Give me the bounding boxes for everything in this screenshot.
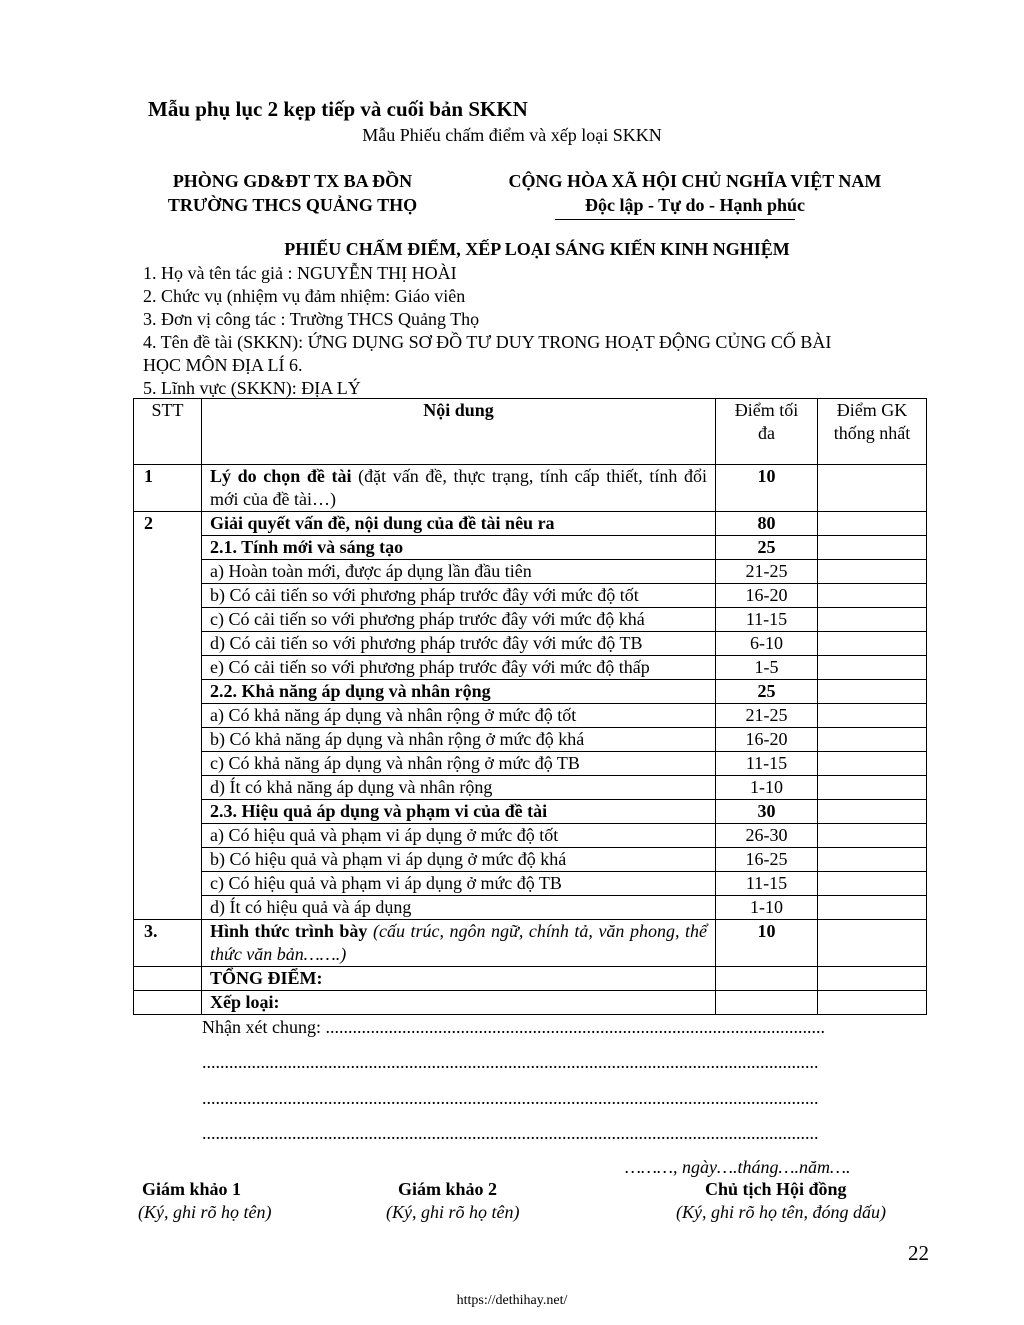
row-max: 21-25 xyxy=(716,704,818,728)
table-row xyxy=(134,512,927,536)
row-content: a) Có khả năng áp dụng và nhân rộng ở mức độ tốt xyxy=(202,704,716,728)
row-max: 30 xyxy=(716,800,818,824)
footer-url[interactable]: https://dethihay.net/ xyxy=(456,1293,568,1308)
chair-title: Chủ tịch Hội đồng xyxy=(705,1179,847,1199)
table-row xyxy=(134,848,927,872)
chair-note: (Ký, ghi rõ họ tên, đóng dấu) xyxy=(676,1202,886,1222)
table-row xyxy=(134,872,927,896)
table-row xyxy=(134,680,927,704)
row-max: 11-15 xyxy=(716,608,818,632)
table-row xyxy=(134,800,927,824)
header-agreed-score: Điểm GK thống nhất xyxy=(818,399,927,465)
table-row xyxy=(134,632,927,656)
rank-label: Xếp loại: xyxy=(202,991,716,1015)
table-row xyxy=(134,584,927,608)
motto-underline xyxy=(555,219,795,220)
row-content: c) Có khả năng áp dụng và nhân rộng ở mức độ TB xyxy=(202,752,716,776)
table-row xyxy=(134,656,927,680)
row-content: d) Ít có khả năng áp dụng và nhân rộng xyxy=(202,776,716,800)
row-stt: 2 xyxy=(134,512,202,536)
header-motto: Độc lập - Tự do - Hạnh phúc xyxy=(584,195,806,215)
row-content: 2.1. Tính mới và sáng tạo xyxy=(202,536,716,560)
row-max: 16-20 xyxy=(716,584,818,608)
row-content: Lý do chọn đề tài (đặt vấn đề, thực trạng, tính cấp thiết, tính đổi mới của đề tài…) xyxy=(202,465,716,512)
table-row xyxy=(134,608,927,632)
comment-line-4: ......................................................................................................................................... xyxy=(202,1123,819,1143)
header-school: TRƯỜNG THCS QUẢNG THỌ xyxy=(167,195,418,215)
judge2-title: Giám khảo 2 xyxy=(398,1179,498,1199)
row-agreed-cell xyxy=(818,512,927,536)
header-content: Nội dung xyxy=(202,399,716,465)
form-title: PHIẾU CHẤM ĐIỂM, XẾP LOẠI SÁNG KIẾN KINH NGHIỆM xyxy=(284,239,790,259)
document-subtitle: Mẫu Phiếu chấm điểm và xếp loại SKKN xyxy=(362,125,662,145)
table-row xyxy=(134,824,927,848)
page-number: 22 xyxy=(908,1241,929,1265)
row-max: 1-10 xyxy=(716,776,818,800)
table-row xyxy=(134,920,927,967)
row-max: 25 xyxy=(716,680,818,704)
row-max: 6-10 xyxy=(716,632,818,656)
judge2-note: (Ký, ghi rõ họ tên) xyxy=(386,1202,520,1222)
table-row xyxy=(134,560,927,584)
table-row xyxy=(134,465,927,512)
row-max: 16-25 xyxy=(716,848,818,872)
comment-line-1: Nhận xét chung: ............................................................................................................... xyxy=(202,1017,825,1037)
row-max: 1-10 xyxy=(716,896,818,920)
comment-line-2: ......................................................................................................................................... xyxy=(202,1052,819,1072)
row-max: 16-20 xyxy=(716,728,818,752)
row-content: b) Có khả năng áp dụng và nhân rộng ở mức độ khá xyxy=(202,728,716,752)
row-stt: 3. xyxy=(134,920,202,967)
judge1-note: (Ký, ghi rõ họ tên) xyxy=(138,1202,272,1222)
table-header-row xyxy=(134,399,927,465)
table-row-rank xyxy=(134,991,927,1015)
row-content: b) Có hiệu quả và phạm vi áp dụng ở mức độ khá xyxy=(202,848,716,872)
row-max: 10 xyxy=(716,920,818,967)
row-content: d) Có cải tiến so với phương pháp trước đây với mức độ TB xyxy=(202,632,716,656)
table-row xyxy=(134,776,927,800)
info-field: 5. Lĩnh vực (SKKN): ĐỊA LÝ xyxy=(143,378,361,398)
table-row xyxy=(134,752,927,776)
table-row-total xyxy=(134,967,927,991)
header-nation: CỘNG HÒA XÃ HỘI CHỦ NGHĨA VIỆT NAM xyxy=(508,171,882,191)
row-max: 11-15 xyxy=(716,872,818,896)
table-row xyxy=(134,896,927,920)
table-row xyxy=(134,536,927,560)
row-content: a) Có hiệu quả và phạm vi áp dụng ở mức độ tốt xyxy=(202,824,716,848)
row-max: 10 xyxy=(716,465,818,512)
row-content: b) Có cải tiến so với phương pháp trước đây với mức độ tốt xyxy=(202,584,716,608)
document-title: Mẫu phụ lục 2 kẹp tiếp và cuối bản SKKN xyxy=(148,97,528,121)
row-max: 26-30 xyxy=(716,824,818,848)
info-topic-line1: 4. Tên đề tài (SKKN): ỨNG DỤNG SƠ ĐỒ TƯ DUY TRONG HOẠT ĐỘNG CỦNG CỐ BÀI xyxy=(143,332,832,352)
info-unit: 3. Đơn vị công tác : Trường THCS Quảng Thọ xyxy=(143,309,480,329)
info-author: 1. Họ và tên tác giả : NGUYỄN THỊ HOÀI xyxy=(143,263,457,283)
row-stt: 1 xyxy=(134,465,202,512)
header-stt: STT xyxy=(134,399,202,465)
row-content: c) Có hiệu quả và phạm vi áp dụng ở mức độ TB xyxy=(202,872,716,896)
row-content: a) Hoàn toàn mới, được áp dụng lần đầu tiên xyxy=(202,560,716,584)
row-content: Hình thức trình bày (cấu trúc, ngôn ngữ, chính tả, văn phong, thể thức văn bản…….) xyxy=(202,920,716,967)
table-row xyxy=(134,704,927,728)
row-content: e) Có cải tiến so với phương pháp trước đây với mức độ thấp xyxy=(202,656,716,680)
header-max-score: Điểm tối đa xyxy=(716,399,818,465)
row-max: 21-25 xyxy=(716,560,818,584)
row-content: 2.2. Khả năng áp dụng và nhân rộng xyxy=(202,680,716,704)
row-max: 11-15 xyxy=(716,752,818,776)
total-label: TỔNG ĐIỂM: xyxy=(202,967,716,991)
header-office: PHÒNG GD&ĐT TX BA ĐỒN xyxy=(172,171,413,191)
table-row xyxy=(134,728,927,752)
row-max: 80 xyxy=(716,512,818,536)
row-content: Giải quyết vấn đề, nội dung của đề tài nêu ra xyxy=(202,512,716,536)
info-topic-line2: HỌC MÔN ĐỊA LÍ 6. xyxy=(143,355,303,375)
date-line: ………, ngày….tháng….năm…. xyxy=(625,1157,851,1177)
row-agreed-cell xyxy=(818,465,927,512)
row-content: d) Ít có hiệu quả và áp dụng xyxy=(202,896,716,920)
comment-line-3: ......................................................................................................................................... xyxy=(202,1088,819,1108)
row-max: 25 xyxy=(716,536,818,560)
score-table xyxy=(133,398,927,1015)
judge1-title: Giám khảo 1 xyxy=(142,1179,242,1199)
row-content: 2.3. Hiệu quả áp dụng và phạm vi của đề tài xyxy=(202,800,716,824)
row-max: 1-5 xyxy=(716,656,818,680)
info-position: 2. Chức vụ (nhiệm vụ đảm nhiệm: Giáo viên xyxy=(143,286,466,306)
row-content: c) Có cải tiến so với phương pháp trước đây với mức độ khá xyxy=(202,608,716,632)
